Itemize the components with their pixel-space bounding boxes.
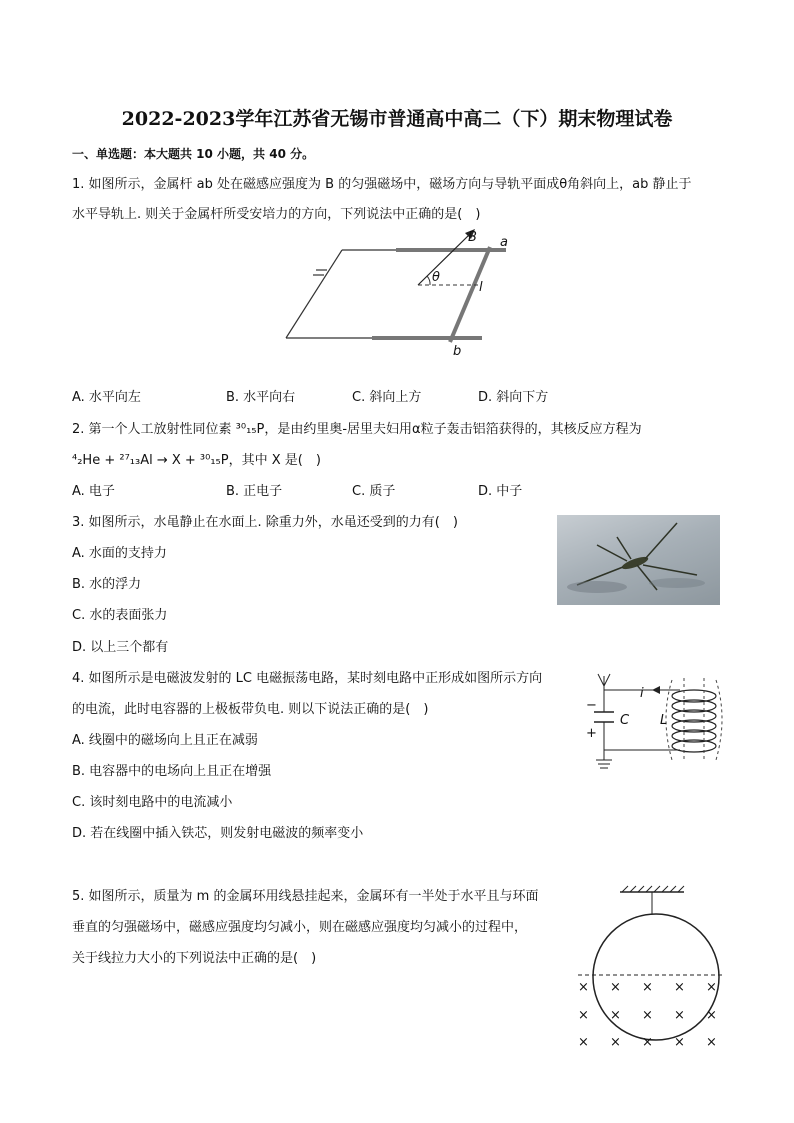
q1-option-c[interactable]: C. 斜向上方 [352, 390, 422, 405]
q3-option-b[interactable]: B. 水的浮力 [72, 577, 142, 592]
q4-option-c[interactable]: C. 该时刻电路中的电流减小 [72, 795, 233, 810]
q2-text-line2: ⁴₂He + ²⁷₁₃Al → X + ³⁰₁₅P，其中 X 是( ) [72, 453, 321, 468]
q1-option-a[interactable]: A. 水平向左 [72, 390, 141, 405]
field-cross: × [610, 980, 621, 995]
field-cross: × [610, 1008, 621, 1023]
q2-option-a[interactable]: A. 电子 [72, 484, 115, 499]
q1-label-B: B [468, 230, 477, 245]
q1-label-b: b [453, 344, 462, 359]
q1-label-theta: θ [432, 270, 440, 285]
q2-text-line1: 2. 第一个人工放射性同位素 ³⁰₁₅P，是由约里奥-居里夫妇用α粒子轰击铝箔获得的，其核反应方程为 [72, 422, 642, 437]
q4-label-minus: − [586, 698, 597, 713]
q1-option-d[interactable]: D. 斜向下方 [478, 390, 549, 405]
q2-option-b[interactable]: B. 正电子 [226, 484, 283, 499]
q4-option-a[interactable]: A. 线圈中的磁场向上且正在减弱 [72, 733, 258, 748]
q3-option-a[interactable]: A. 水面的支持力 [72, 546, 167, 561]
q2-option-c[interactable]: C. 质子 [352, 484, 396, 499]
q4-text-line1: 4. 如图所示是电磁波发射的 LC 电磁振荡电路，某时刻电路中正形成如图所示方向 [72, 671, 543, 686]
q4-label-plus: + [586, 726, 597, 741]
q5-text-line3: 关于线拉力大小的下列说法中正确的是( ) [72, 951, 317, 966]
q3-text-line1: 3. 如图所示，水黾静止在水面上. 除重力外，水黾还受到的力有( ) [72, 515, 458, 530]
field-cross: × [578, 980, 589, 995]
q4-text-line2: 的电流，此时电容器的上极板带负电. 则以下说法正确的是( ) [72, 702, 429, 717]
q4-label-i: i [640, 686, 644, 701]
q4-option-d[interactable]: D. 若在线圈中插入铁芯，则发射电磁波的频率变小 [72, 826, 364, 841]
field-cross: × [642, 1008, 653, 1023]
field-cross: × [610, 1035, 621, 1050]
q3-option-d[interactable]: D. 以上三个都有 [72, 640, 169, 655]
field-cross: × [578, 1008, 589, 1023]
q4-label-L: L [660, 713, 668, 728]
q1-text-line1: 1. 如图所示，金属杆 ab 处在磁感应强度为 B 的匀强磁场中，磁场方向与导轨平面成θ角斜向上，ab 静止于 [72, 177, 692, 192]
q5-text-line2: 垂直的匀强磁场中，磁感应强度均匀减小，则在磁感应强度均匀减小的过程中， [72, 920, 528, 935]
q1-text-line2: 水平导轨上. 则关于金属杆所受安培力的方向，下列说法中正确的是( ) [72, 207, 481, 222]
field-cross: × [706, 1035, 717, 1050]
field-cross: × [706, 1008, 717, 1023]
field-cross: × [674, 980, 685, 995]
q1-option-b[interactable]: B. 水平向右 [226, 390, 296, 405]
section-heading: 一、单选题：本大题共 10 小题，共 40 分。 [72, 147, 315, 161]
field-cross: × [674, 1035, 685, 1050]
q1-label-l: l [479, 280, 483, 295]
q4-label-C: C [620, 713, 630, 728]
field-cross: × [578, 1035, 589, 1050]
page-title: 2022-2023学年江苏省无锡市普通高中高二（下）期末物理试卷 [121, 108, 673, 130]
field-cross: × [642, 1035, 653, 1050]
field-cross: × [642, 980, 653, 995]
field-cross: × [674, 1008, 685, 1023]
q4-option-b[interactable]: B. 电容器中的电场向上且正在增强 [72, 764, 272, 779]
q2-option-d[interactable]: D. 中子 [478, 484, 523, 499]
q5-text-line1: 5. 如图所示，质量为 m 的金属环用线悬挂起来，金属环有一半处于水平且与环面 [72, 889, 539, 904]
field-cross: × [706, 980, 717, 995]
q1-label-a: a [500, 235, 508, 250]
q3-option-c[interactable]: C. 水的表面张力 [72, 608, 168, 623]
